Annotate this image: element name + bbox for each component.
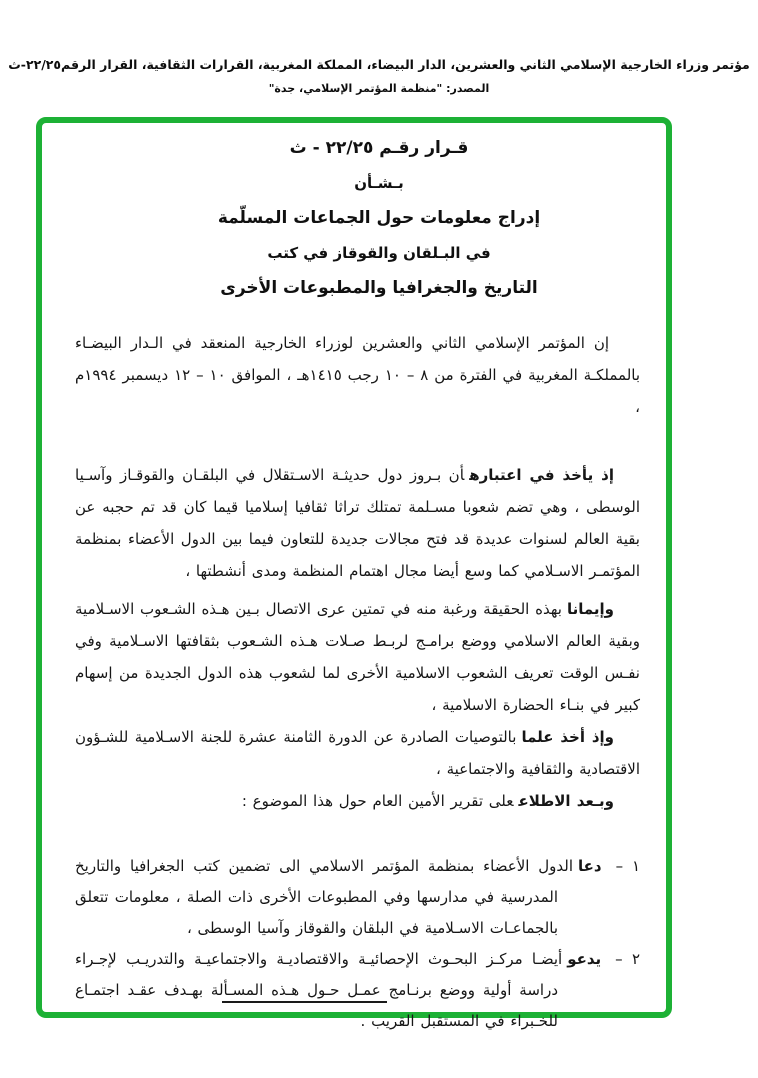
operative-item-1: [75, 851, 640, 944]
resolution-number-line: قـرار رقـم ٢٢/٢٥ - ث: [289, 138, 469, 158]
end-of-resolution-separator-line: [222, 1001, 387, 1003]
document-source-header: مؤتمر وزراء الخارجية الإسلامي الثاني والعشرين، الدار البيضاء، المملكة المغربية، القرارات الثقافية، القرار الرقم٢٢/٢٥-ث: [8, 57, 750, 72]
paragraph-text: بهذه الحقيقة ورغبة منه في تمتين عرى الاتصال بـين هـذه الشـعوب الاسـلامية وبقية العالم الاسلامي ووضع برامـج لربـط صـلات هـذه الشـعوب بثقافتها الاسـلامية وفي نفـس الوقت تعريف الشعوب الاسلامية الأخرى لما لشعوب هذه الدول الجديدة من إسهام كبير في بنـاء الحضارة الاسلامية ،: [75, 600, 640, 714]
item-number: ١ –: [615, 857, 640, 875]
operative-item-2: [75, 944, 640, 1037]
preamble-paragraph-believing: [75, 593, 640, 721]
paragraph-text: بالتوصيات الصادرة عن الدورة الثامنة عشرة للجنة الاسـلامية للشـؤون الاقتصادية والثقافية والاجتماعية ،: [75, 728, 640, 778]
paragraph-text: أن بـروز دول حديثـة الاسـتقلال في البلقـان والقوقـاز وآسـيا الوسطى ، وهي تضم شعوبا مسـلمة تمتلك تراثا ثقافيا إسلاميا قيما كان قد تم حجبه عن بقية العالم لسنوات عديدة قد فتح مجالات جديدة للتعاون فيما بين الدول الأعضاء بمنظمة المؤتمـر الاسـلامي كما وسع أيضا مجال اهتمام المنظمة ومدى أنشطتها ،: [75, 466, 640, 580]
paragraph-text: على تقرير الأمين العام حول هذا الموضوع :: [241, 792, 514, 810]
preamble-paragraph-taking-note: [75, 721, 640, 785]
resolution-subject-line-1: إدراج معلومات حول الجماعات المسلّمة: [217, 208, 541, 228]
preamble-paragraph-having-reviewed: [75, 785, 640, 817]
regarding-label: بـشـأن: [354, 174, 404, 192]
item-lead: يدعو: [567, 950, 602, 968]
paragraph-lead: إذ يأخذ في اعتباره: [469, 466, 614, 484]
operative-items-list: [75, 851, 640, 1037]
preamble-paragraph-session: [75, 327, 640, 423]
item-text: أيضـا مركـز البحـوث الإحصائيـة والاقتصاديـة والاجتماعيـة والتدريـب لإجـراء دراسة أولية ووضع برنـامج عمـل حـول هـذه المسـألة بهـدف عقـد اجتمـاع للخـبراء في المستقبل القريب .: [75, 950, 563, 1030]
item-lead: دعا: [578, 857, 602, 875]
preamble-paragraph-considering: [75, 459, 640, 587]
resolution-body: [75, 327, 640, 1037]
paragraph-lead: وإيمانا: [566, 600, 614, 618]
resolution-subject-line-3: التاريخ والجغرافيا والمطبوعات الأخرى: [220, 278, 538, 298]
item-text: الدول الأعضاء بمنظمة المؤتمر الاسلامي الى تضمين كتب الجغرافيا والتاريخ المدرسية في مدارسها وفي المطبوعات الأخرى ذات الصلة ، معلومات تتعلق بالجماعـات الاسـلامية في البلقان والقوقاز وآسيا الوسطى ،: [75, 857, 574, 937]
resolution-subject-line-2: في البـلقان والقوقاز في كتب: [267, 244, 491, 262]
paragraph-text: إن المؤتمر الإسلامي الثاني والعشرين لوزراء الخارجية المنعقد في الـدار البيضـاء بالمملكـة المغربية في الفترة من ٨ – ١٠ رجب ١٤١٥هـ ، الموافق ١٠ – ١٢ ديسمبر ١٩٩٤م ،: [75, 334, 641, 416]
document-source-subheader: المصدر: "منظمة المؤتمر الإسلامي، جدة": [268, 82, 490, 95]
item-number: ٢ –: [615, 950, 640, 968]
paragraph-lead: وإذ أخذ علما: [521, 728, 614, 746]
resolution-title-block: [0, 131, 758, 306]
paragraph-lead: وبـعد الاطلاع: [518, 792, 614, 810]
